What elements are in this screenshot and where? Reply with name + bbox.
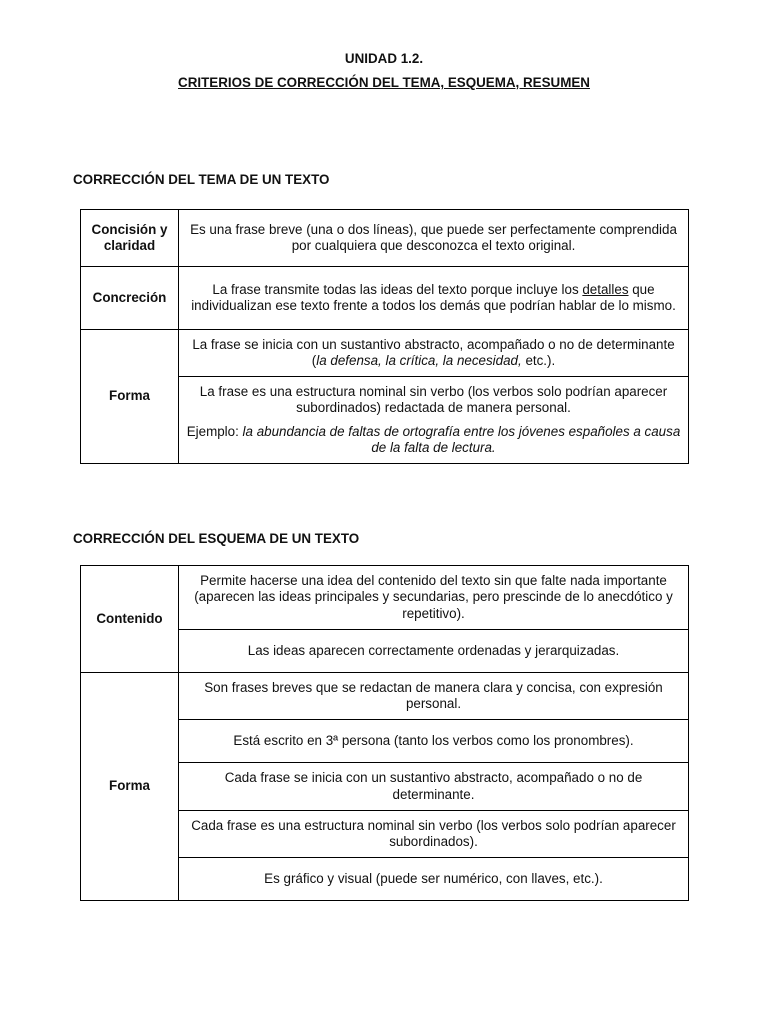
section-heading-tema: CORRECCIÓN DEL TEMA DE UN TEXTO (73, 172, 330, 187)
table-row (81, 673, 689, 720)
criterion-text-part: etc.). (521, 353, 556, 368)
criterion-text-part: La frase se inicia con un sustantivo abstracto, acompañado o no de determinante ( (192, 336, 675, 368)
unit-title: UNIDAD 1.2. (344, 51, 424, 66)
example-label: Ejemplo: (186, 423, 243, 439)
criterion-text: Cada frase es una estructura nominal sin verbo (los verbos solo podrían aparecer subordinados). (179, 811, 689, 858)
document-subtitle-text: CRITERIOS DE CORRECCIÓN DEL TEMA, ESQUEMA, RESUMEN (178, 75, 590, 90)
table-row (81, 210, 689, 267)
section-heading-esquema: CORRECCIÓN DEL ESQUEMA DE UN TEXTO (73, 531, 360, 546)
criterion-text: Son frases breves que se redactan de manera clara y concisa, con expresión personal. (179, 673, 689, 720)
row-label-forma: Forma (81, 330, 179, 464)
example-text: la abundancia de faltas de ortografía entre los jóvenes españoles a causa de la falta de lectura. (242, 423, 681, 455)
italic-examples: la defensa, la crítica, la necesidad, (316, 353, 522, 368)
table-row (81, 566, 689, 630)
criterion-text (179, 330, 689, 377)
criterion-text: Está escrito en 3ª persona (tanto los verbos como los pronombres). (179, 720, 689, 763)
criterion-text (179, 377, 689, 464)
example-line (185, 424, 682, 457)
criterion-text: Cada frase se inicia con un sustantivo abstracto, acompañado o no de determinante. (179, 763, 689, 811)
criterion-text-part: que individualizan ese texto frente a todos los demás que podrían hablar de lo mismo. (191, 281, 676, 313)
underlined-word: detalles (582, 281, 629, 297)
criterion-text: Es gráfico y visual (puede ser numérico, con llaves, etc.). (179, 858, 689, 901)
esquema-criteria-table (80, 565, 689, 901)
document-subtitle (0, 75, 768, 90)
table-row (81, 330, 689, 377)
criterion-text-part: La frase es una estructura nominal sin verbo (los verbos solo podrían aparecer subordinados) redactada de manera personal. (199, 383, 668, 415)
criterion-text-part: La frase transmite todas las ideas del texto porque incluye los (212, 281, 583, 297)
criterion-text (179, 267, 689, 330)
tema-criteria-table (80, 209, 689, 464)
table-row (81, 267, 689, 330)
criterion-text: Es una frase breve (una o dos líneas), que puede ser perfectamente comprendida por cualquiera que desconozca el texto original. (179, 210, 689, 267)
row-label-concision: Concisión y claridad (81, 210, 179, 267)
criterion-text: Permite hacerse una idea del contenido del texto sin que falte nada importante (aparecen las ideas principales y secundarias, pero prescinde de lo anecdótico y repetitivo). (179, 566, 689, 630)
row-label-concrecion: Concreción (81, 267, 179, 330)
row-label-contenido: Contenido (81, 566, 179, 673)
row-label-forma: Forma (81, 673, 179, 901)
criterion-text: Las ideas aparecen correctamente ordenadas y jerarquizadas. (179, 630, 689, 673)
